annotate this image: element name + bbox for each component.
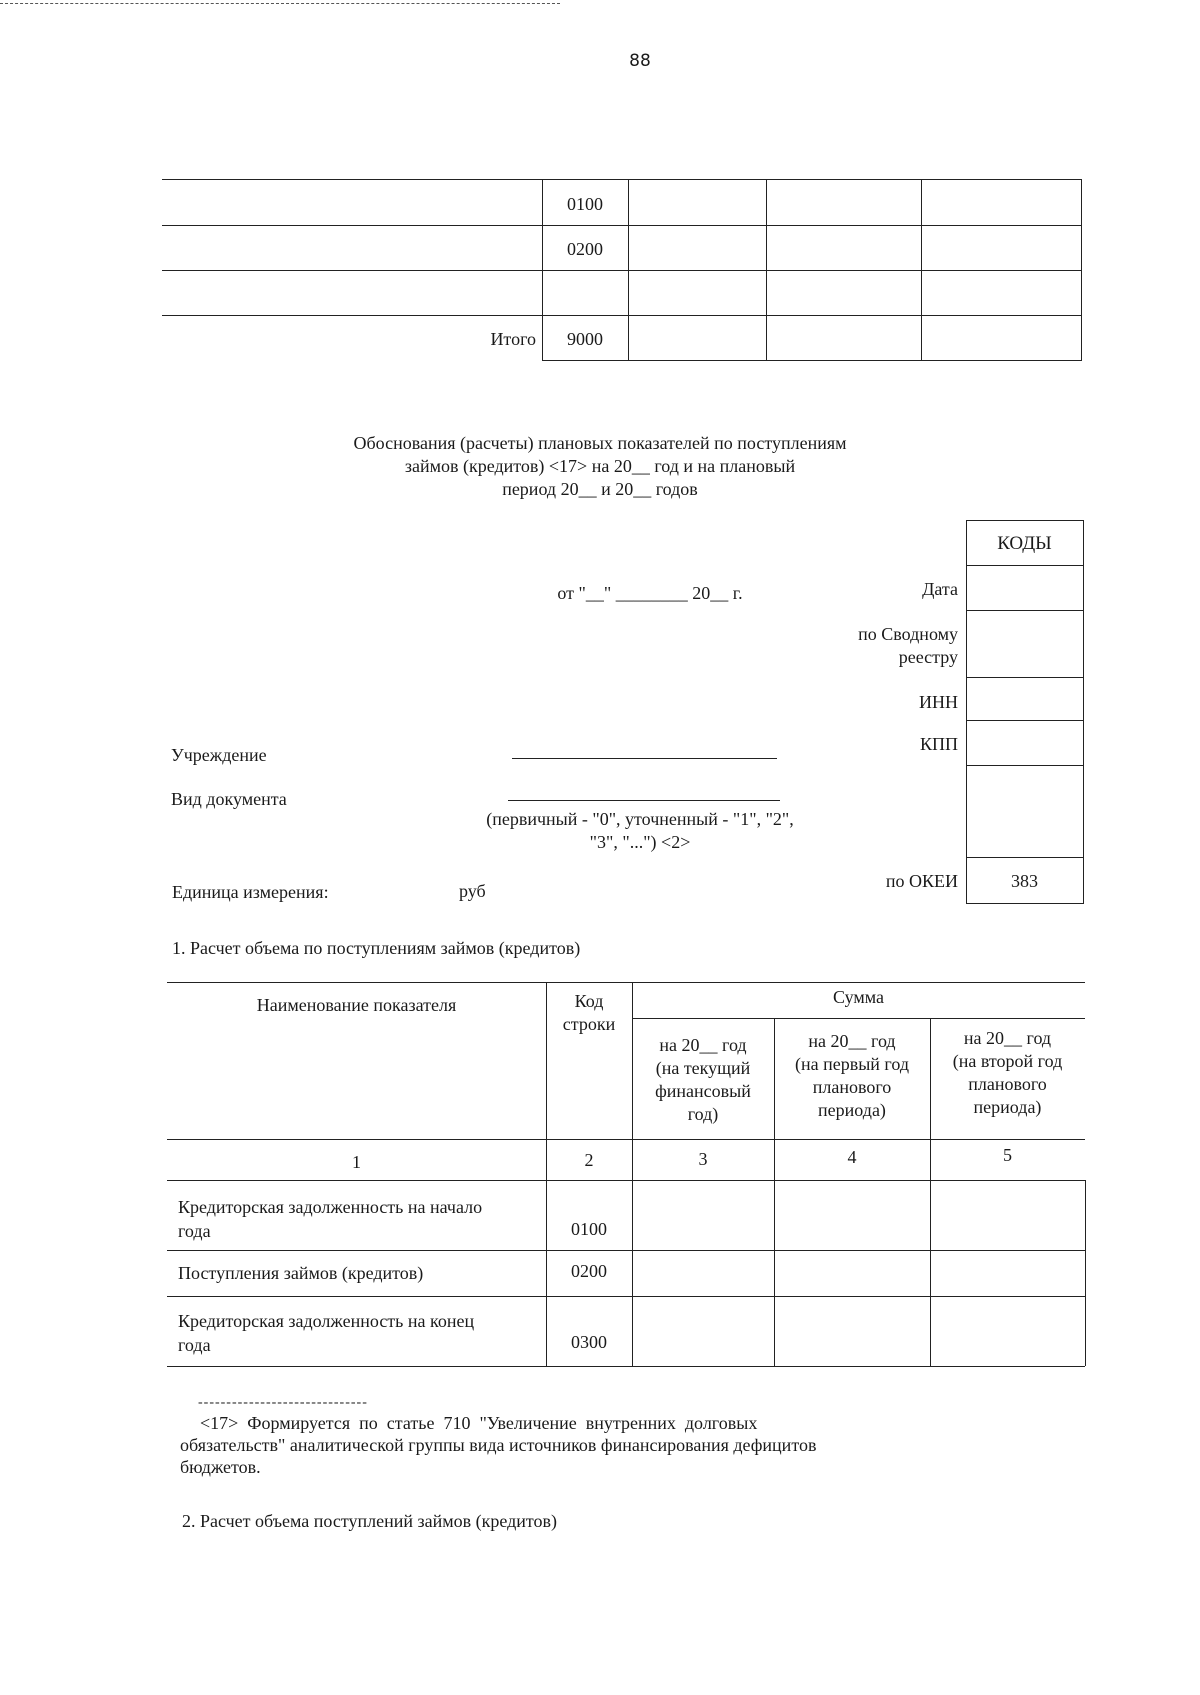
okei-value: 383 [1011, 871, 1038, 891]
header-col-4: на 20__ год [808, 1031, 896, 1051]
header-col-4: периода) [818, 1100, 886, 1120]
registry-label: реестру [898, 647, 958, 667]
column-number: 4 [847, 1147, 857, 1167]
header-col-3: финансовый [655, 1081, 751, 1101]
table-row-code: 0100 [571, 1219, 607, 1239]
total-code: 9000 [567, 329, 603, 349]
column-number: 5 [1003, 1145, 1012, 1165]
table-row-code: 0100 [567, 194, 603, 214]
header-col-5: планового [968, 1074, 1047, 1094]
table-row-code: 0300 [571, 1332, 607, 1352]
section-1-heading: 1. Расчет объема по поступлениям займов (кредитов) [172, 938, 581, 958]
footnote-text: <17> Формируется по статье 710 "Увеличение внутренних долговых [200, 1413, 758, 1433]
footnote-text: бюджетов. [180, 1457, 261, 1477]
section-2-heading: 2. Расчет объема поступлений займов (кредитов) [182, 1511, 558, 1531]
table-row-name: года [178, 1335, 211, 1355]
registry-label: по Сводному [858, 624, 958, 644]
header-code: Код [574, 991, 604, 1011]
date-label: Дата [922, 579, 958, 599]
institution-label: Учреждение [171, 745, 267, 765]
kpp-label: КПП [919, 734, 958, 754]
table-row-name: Поступления займов (кредитов) [178, 1263, 424, 1283]
header-col-3: год) [687, 1104, 719, 1124]
column-number: 2 [584, 1150, 594, 1170]
header-sum: Сумма [833, 987, 884, 1007]
page-number: 88 [629, 51, 651, 71]
table-row-code: 0200 [567, 239, 603, 259]
header-col-3: (на текущий [655, 1058, 751, 1078]
codes-header: КОДЫ [997, 533, 1052, 554]
footnote-separator: ------------------------------ [198, 1395, 368, 1410]
doc-type-field-line [508, 800, 780, 801]
total-label: Итого [490, 329, 536, 349]
unit-value: руб [459, 881, 486, 901]
document-page: 88 0100 0200 Итого 9000 Обоснования (расчеты) плановых показателей по поступлениям займов (кредитов) <17> на 20__ год и на плановый период 20__ и 20__ годов КОДЫ Дата по Сводному реестру ИНН КПП по ОКЕИ 383 от "__" ________ 20__ г. Учреждение Вид документа (первичный - "0", уточненный - "1", "2", "3", "...") <2> Единица измерения: руб 1. Расчет объема по поступлениям займов (кредитов) Наименование показателя Код строки Сумма на 20__ год (на текущий финансовый год) на 20__ год (на первый год планового периода) на 20__ год (на второй год планового периода) 1 2 3 4 5 Кредиторская задолженность на начало года 0100 Поступления займов (кредитов) 0200 Кредиторская задолженность на конец года 0300 ------------------------------ <17> Формируется по статье 710 "Увеличение внутренних долговых обязательств" аналитической группы вида источников финансирования дефицитов бюджетов. 2. Расчет объема поступлений займов (кредитов) [0, 0, 1200, 1695]
doc-type-hint: "3", "...") <2> [589, 832, 691, 852]
header-indicator-name: Наименование показателя [256, 995, 457, 1015]
doc-type-label: Вид документа [171, 789, 287, 809]
institution-field-line [512, 758, 777, 759]
header-col-3: на 20__ год [659, 1035, 747, 1055]
table-row-code: 0200 [571, 1261, 607, 1281]
okei-label: по ОКЕИ [885, 871, 958, 891]
table-row-name: Кредиторская задолженность на начало [178, 1197, 483, 1217]
doc-type-hint: (первичный - "0", уточненный - "1", "2", [486, 809, 794, 829]
column-number: 3 [698, 1149, 708, 1169]
header-col-4: планового [812, 1077, 892, 1097]
unit-label: Единица измерения: [172, 882, 329, 902]
footnote-text: обязательств" аналитической группы вида источников финансирования дефицитов [180, 1435, 817, 1455]
column-number: 1 [352, 1152, 361, 1172]
table-row-name: Кредиторская задолженность на конец [178, 1311, 475, 1331]
header-col-5: (на второй год [952, 1051, 1063, 1071]
scan-top-edge [0, 3, 560, 4]
inn-label: ИНН [919, 692, 958, 712]
header-col-4: (на первый год [794, 1054, 910, 1074]
table-row-name: года [178, 1221, 211, 1241]
header-col-5: периода) [973, 1097, 1042, 1117]
date-line: от "__" ________ 20__ г. [557, 583, 743, 603]
header-col-5: на 20__ год [963, 1028, 1052, 1048]
header-code: строки [562, 1014, 616, 1034]
